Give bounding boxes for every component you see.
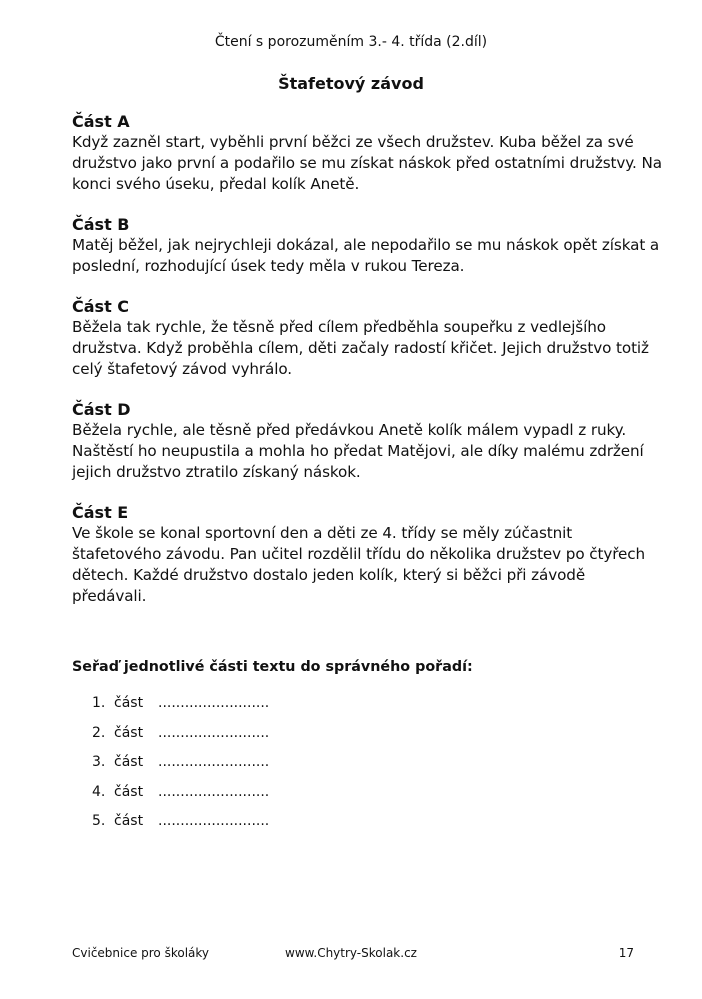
answer-number: 1. — [92, 695, 106, 711]
part-text: Běžela rychle, ale těsně před předávkou Anetě kolík málem vypadl z ruky. Naštěstí ho neupustila a mohla ho předat Matějovi, ale díky malému zdržení jejich družstvo ztratilo získaný náskok. — [72, 421, 644, 481]
part-e — [72, 502, 662, 607]
part-c — [72, 296, 662, 380]
answer-number: 4. — [92, 783, 106, 800]
page-header: Čtení s porozuměním 3.- 4. třída (2.díl) — [214, 34, 488, 50]
part-text: Ve škole se konal sportovní den a děti ze 4. třídy se měly zúčastnit štafetového závodu. Pan učitel rozdělil třídu do několika družstev po čtyřech dětech. Každé družstvo dostalo jeden kolík, který si běžci při závodě předávali. — [72, 524, 646, 605]
answer-word: část — [114, 724, 144, 741]
answer-item — [92, 752, 269, 782]
part-heading: Část A — [72, 112, 130, 131]
story-parts — [72, 111, 662, 626]
footer-website: www.Chytry-Skolak.cz — [285, 946, 417, 960]
answer-word: část — [114, 754, 144, 770]
answer-number: 3. — [92, 754, 106, 770]
answer-blank[interactable]: ......................... — [158, 724, 270, 741]
part-d — [72, 399, 662, 483]
part-a — [72, 111, 662, 195]
answer-item — [92, 723, 269, 753]
answer-blank[interactable]: ......................... — [158, 754, 270, 770]
part-text: Běžela tak rychle, že těsně před cílem předběhla soupeřku z vedlejšího družstva. Když proběhla cílem, děti začaly radostí křičet. Jejich družstvo totiž celý štafetový závod vyhrálo. — [72, 318, 649, 378]
answer-number: 5. — [92, 813, 106, 829]
part-b — [72, 214, 662, 277]
answer-number: 2. — [92, 724, 106, 741]
part-heading: Část E — [72, 503, 129, 522]
answer-item — [92, 693, 269, 723]
footer-workbook-name: Cvičebnice pro školáky — [72, 946, 210, 960]
answer-blank[interactable]: ......................... — [158, 783, 270, 800]
part-text: Matěj běžel, jak nejrychleji dokázal, ale nepodařilo se mu náskok opět získat a poslední, rozhodující úsek tedy měla v rukou Tereza. — [72, 236, 660, 275]
answer-blank[interactable]: ......................... — [158, 695, 270, 711]
answer-item — [92, 782, 269, 812]
page-number: 17 — [618, 946, 634, 960]
part-text: Když zazněl start, vyběhli první běžci ze všech družstev. Kuba běžel za své družstvo jako první a podařilo se mu získat náskok před ostatními družstvy. Na konci svého úseku, předal kolík Anetě. — [72, 133, 662, 193]
answer-word: část — [114, 695, 144, 711]
answer-word: část — [114, 783, 144, 800]
answer-item — [92, 811, 269, 841]
answer-list — [92, 693, 269, 841]
part-heading: Část C — [72, 297, 130, 316]
answer-blank[interactable]: ......................... — [158, 813, 270, 829]
answer-word: část — [114, 813, 144, 829]
task-instruction: Seřaď jednotlivé části textu do správného pořadí: — [72, 659, 473, 675]
part-heading: Část B — [72, 215, 130, 234]
part-heading: Část D — [72, 400, 131, 419]
story-title: Štafetový závod — [278, 74, 424, 93]
